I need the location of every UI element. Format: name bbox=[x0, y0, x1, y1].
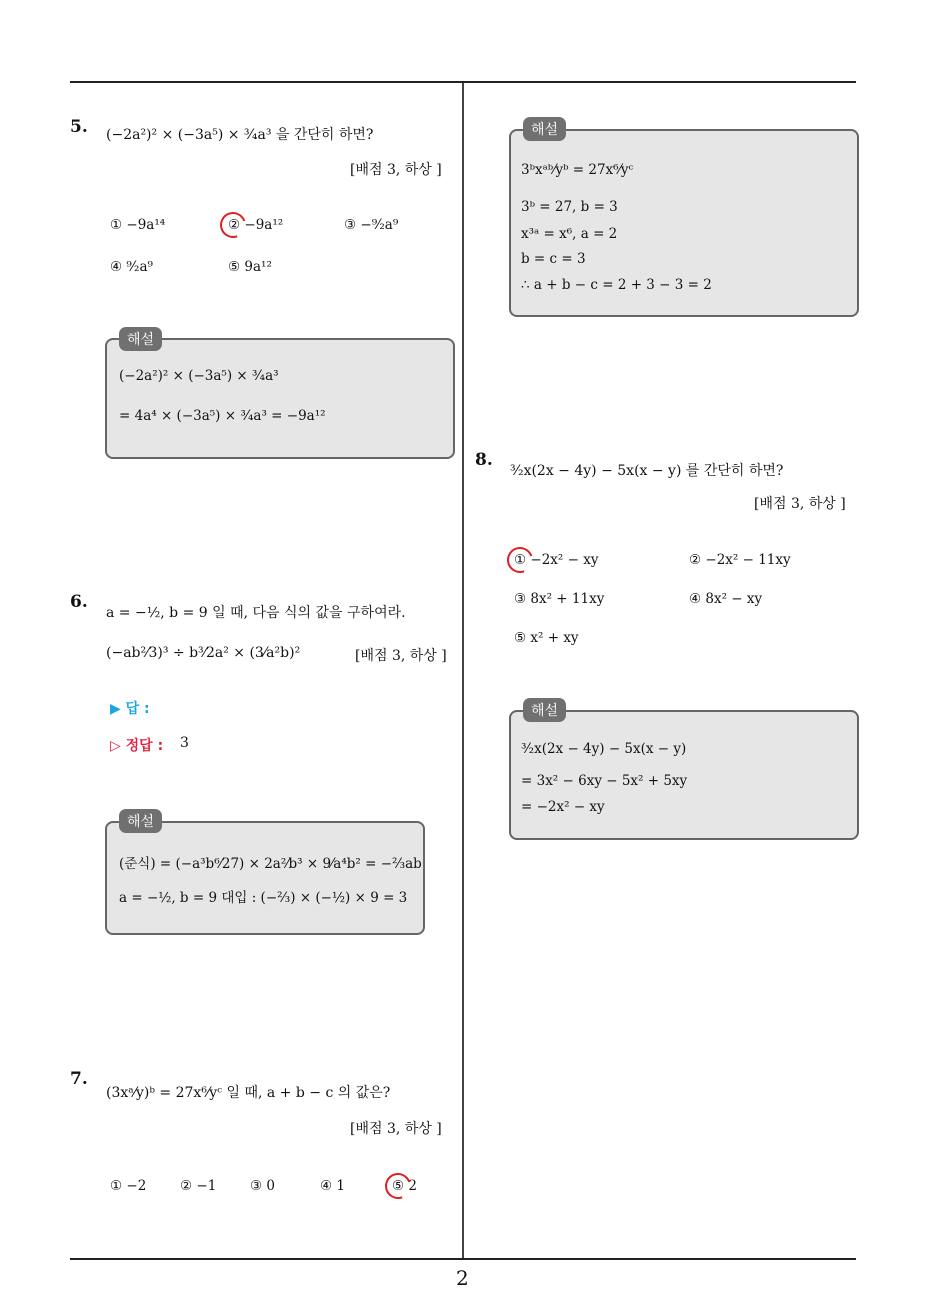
q5-choice-1[interactable]: ① −9a¹⁴ bbox=[110, 217, 166, 233]
q6-expression: (−ab²⁄3)³ ÷ b³⁄2a² × (3⁄a²b)² bbox=[106, 645, 301, 661]
q8-score: [배점 3, 하상 ] bbox=[754, 496, 846, 512]
q8-number: 8. bbox=[475, 450, 493, 470]
q7-score: [배점 3, 하상 ] bbox=[350, 1121, 442, 1137]
q8-solution-line-1: ³⁄₂x(2x − 4y) − 5x(x − y) bbox=[521, 741, 687, 757]
q5-solution-line-1: (−2a²)² × (−3a⁵) × ³⁄₄a³ bbox=[119, 368, 279, 384]
q7-solution-line-3: x³ᵃ = x⁶, a = 2 bbox=[521, 226, 618, 242]
q5-solution-line-2: = 4a⁴ × (−3a⁵) × ³⁄₄a³ = −9a¹² bbox=[119, 408, 326, 424]
q7-question-text: (3xᵃ⁄y)ᵇ = 27x⁶⁄yᶜ 일 때, a + b − c 의 값은? bbox=[106, 1085, 391, 1101]
q7-solution-line-2: 3ᵇ = 27, b = 3 bbox=[521, 199, 618, 215]
q7-choice-3[interactable]: ③ 0 bbox=[250, 1178, 275, 1194]
q5-solution-tag: 해설 bbox=[119, 327, 162, 351]
q7-choice-1[interactable]: ① −2 bbox=[110, 1178, 147, 1194]
q8-solution-line-3: = −2x² − xy bbox=[521, 799, 605, 815]
column-divider bbox=[462, 83, 464, 1259]
q5-solution-box bbox=[105, 338, 455, 459]
bottom-rule bbox=[70, 1258, 856, 1260]
q7-choice-2[interactable]: ② −1 bbox=[180, 1178, 217, 1194]
q5-choice-3[interactable]: ③ −⁹⁄₂a⁹ bbox=[344, 217, 399, 233]
q5-choice-2[interactable]: ② −9a¹² bbox=[228, 217, 284, 233]
q8-choice-2[interactable]: ② −2x² − 11xy bbox=[689, 552, 791, 568]
q5-choice-4[interactable]: ④ ⁹⁄₂a⁹ bbox=[110, 259, 153, 275]
q6-solution-box bbox=[105, 821, 425, 935]
q5-question-text: (−2a²)² × (−3a⁵) × ³⁄₄a³ 을 간단히 하면? bbox=[106, 127, 374, 143]
q6-correct-label: ▷ 정답 : bbox=[110, 738, 164, 754]
q8-choice-4[interactable]: ④ 8x² − xy bbox=[689, 591, 763, 607]
q7-choice-4[interactable]: ④ 1 bbox=[320, 1178, 345, 1194]
q7-solution-line-1: 3ᵇxᵃᵇ⁄yᵇ = 27x⁶⁄yᶜ bbox=[521, 162, 634, 178]
q8-choice-1[interactable]: ① −2x² − xy bbox=[514, 552, 599, 568]
q5-number: 5. bbox=[70, 117, 88, 137]
q6-answer-label: ▶ 답 : bbox=[110, 701, 150, 717]
q7-solution-tag: 해설 bbox=[523, 117, 566, 141]
q8-choice-5[interactable]: ⑤ x² + xy bbox=[514, 630, 579, 646]
q6-solution-tag: 해설 bbox=[119, 809, 162, 833]
q8-question-text: ³⁄₂x(2x − 4y) − 5x(x − y) 를 간단히 하면? bbox=[510, 463, 784, 479]
q5-selected-circle-icon bbox=[216, 208, 251, 243]
q6-correct-value: 3 bbox=[180, 735, 189, 751]
q7-choice-5[interactable]: ⑤ 2 bbox=[392, 1178, 417, 1194]
q6-question-text: a = −½, b = 9 일 때, 다음 식의 값을 구하여라. bbox=[106, 605, 406, 621]
q8-solution-line-2: = 3x² − 6xy − 5x² + 5xy bbox=[521, 773, 688, 789]
q7-solution-line-5: ∴ a + b − c = 2 + 3 − 3 = 2 bbox=[521, 277, 712, 293]
q6-number: 6. bbox=[70, 592, 88, 612]
q5-score: [배점 3, 하상 ] bbox=[350, 162, 442, 178]
q7-number: 7. bbox=[70, 1069, 88, 1089]
q7-solution-line-4: b = c = 3 bbox=[521, 251, 586, 267]
q8-choice-3[interactable]: ③ 8x² + 11xy bbox=[514, 591, 605, 607]
q8-solution-tag: 해설 bbox=[523, 698, 566, 722]
q6-solution-line-1: (준식) = (−a³b⁶⁄27) × 2a²⁄b³ × 9⁄a⁴b² = −⅔ab bbox=[119, 856, 422, 872]
q6-solution-line-2: a = −½, b = 9 대입 : (−⅔) × (−½) × 9 = 3 bbox=[119, 890, 408, 906]
q7-selected-circle-icon bbox=[381, 1169, 416, 1204]
q5-choice-5[interactable]: ⑤ 9a¹² bbox=[228, 259, 272, 275]
q8-selected-circle-icon bbox=[503, 543, 538, 578]
q6-score: [배점 3, 하상 ] bbox=[355, 648, 447, 664]
page-number: 2 bbox=[456, 1266, 469, 1290]
